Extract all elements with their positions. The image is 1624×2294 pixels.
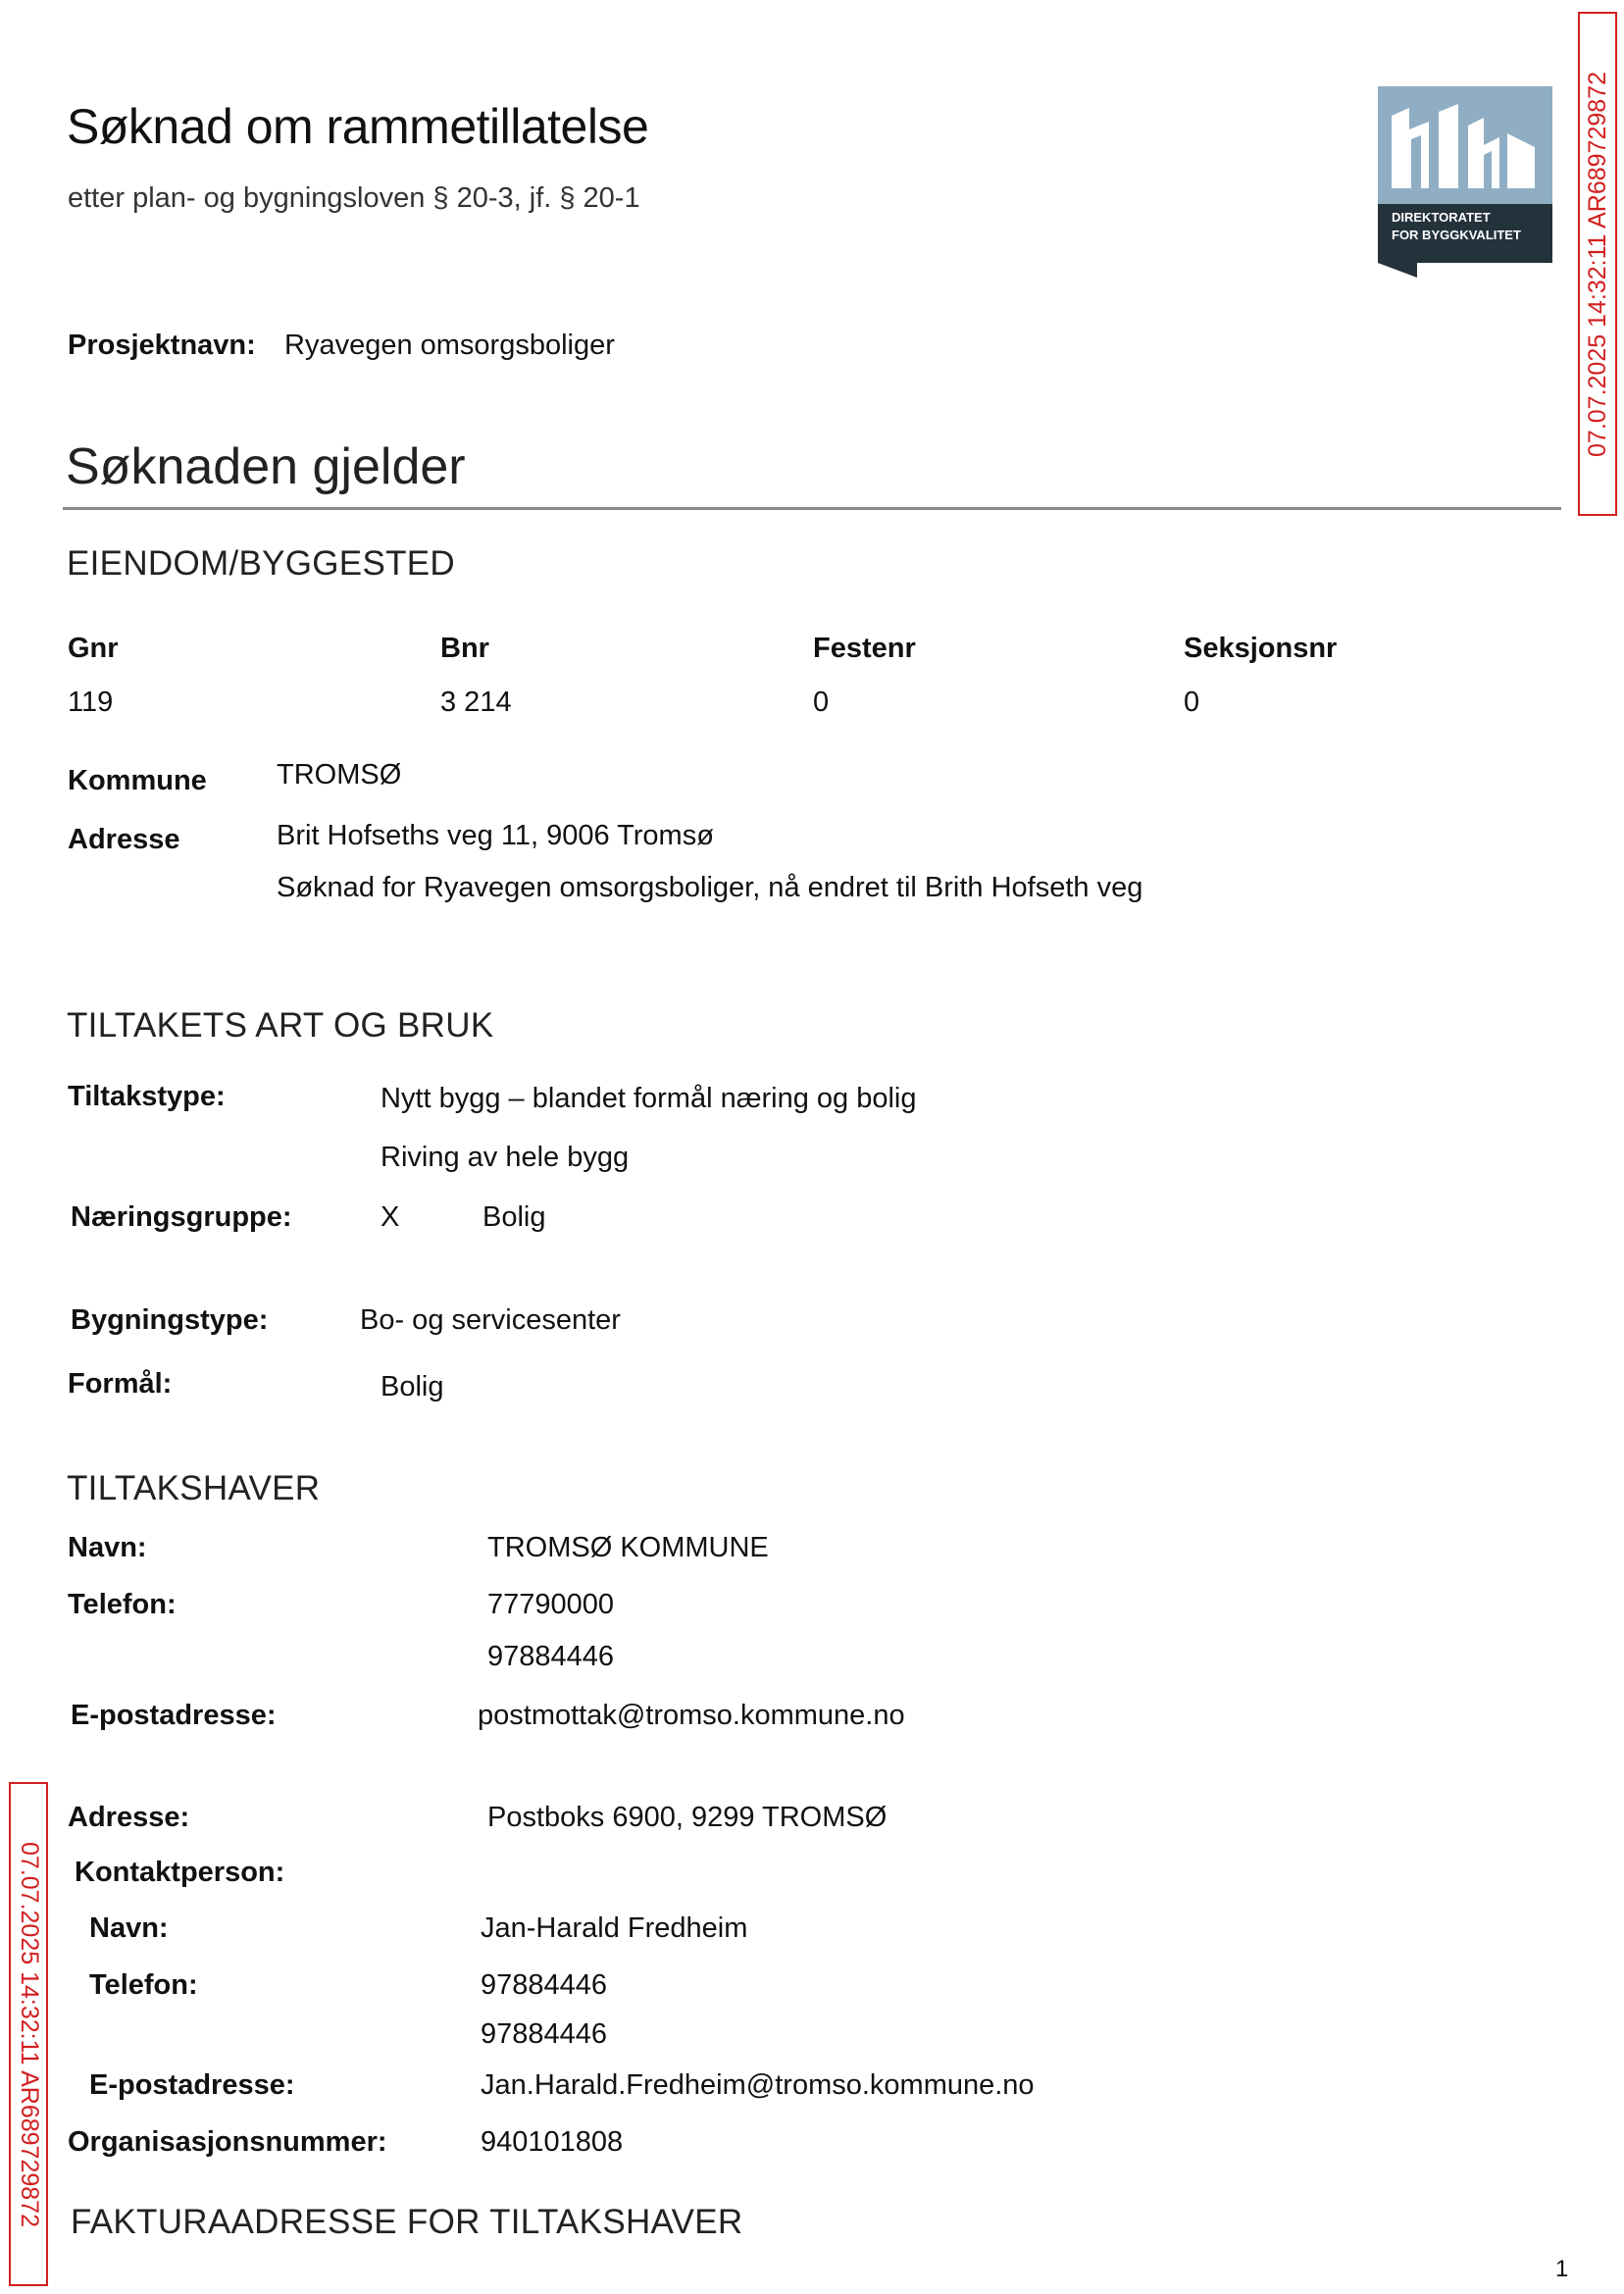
bnr-value: 3 214 [440, 687, 512, 718]
organisasjonsnummer-label: Organisasjonsnummer: [68, 2126, 387, 2158]
project-label: Prosjektnavn: [68, 330, 256, 361]
page-number: 1 [1555, 2256, 1569, 2282]
tiltakstype-value-2: Riving av hele bygg [381, 1142, 630, 1173]
tiltakstype-label: Tiltakstype: [68, 1081, 226, 1112]
stamp-text: 07.07.2025 14:32:11 AR689729872 [1583, 71, 1611, 457]
gnr-label: Gnr [68, 633, 119, 664]
tiltakshaver-heading: TILTAKSHAVER [67, 1469, 321, 1507]
kommune-value: TROMSØ [277, 759, 402, 790]
kontakt-telefon-label: Telefon: [89, 1969, 198, 2001]
formal-value: Bolig [381, 1371, 444, 1402]
bygningstype-label: Bygningstype: [71, 1304, 269, 1336]
section-title: Søknaden gjelder [66, 438, 466, 495]
timestamp-stamp-top [1578, 12, 1617, 516]
seksjonsnr-value: 0 [1184, 687, 1200, 718]
tiltakshaver-telefon-value-2: 97884446 [487, 1641, 615, 1672]
kontakt-epost-value: Jan.Harald.Fredheim@tromso.kommune.no [481, 2069, 1035, 2101]
kontakt-telefon-value-2: 97884446 [481, 2018, 608, 2050]
tiltakshaver-adresse-label: Adresse: [68, 1802, 190, 1833]
tiltakshaver-epost-value: postmottak@tromso.kommune.no [478, 1700, 905, 1731]
property-heading: EIENDOM/BYGGESTED [67, 544, 455, 583]
tiltakshaver-navn-value: TROMSØ KOMMUNE [487, 1532, 769, 1563]
faktura-heading: FAKTURAADRESSE FOR TILTAKSHAVER [71, 2203, 743, 2241]
dibk-logo [1378, 86, 1552, 278]
formal-label: Formål: [68, 1368, 173, 1400]
naeringsgruppe-value: Bolig [482, 1201, 546, 1233]
adresse-line1: Brit Hofseths veg 11, 9006 Tromsø [277, 820, 714, 851]
festenr-label: Festenr [813, 633, 916, 664]
kontakt-telefon-value-1: 97884446 [481, 1969, 608, 2001]
kontaktperson-label: Kontaktperson: [75, 1857, 285, 1888]
tiltakshaver-telefon-label: Telefon: [68, 1589, 177, 1620]
timestamp-stamp-left [9, 1782, 48, 2286]
kontakt-epost-label: E-postadresse: [89, 2069, 295, 2101]
project-value: Ryavegen omsorgsboliger [284, 330, 615, 361]
tiltakshaver-navn-label: Navn: [68, 1532, 147, 1563]
seksjonsnr-label: Seksjonsnr [1184, 633, 1338, 664]
tiltakshaver-epost-label: E-postadresse: [71, 1700, 277, 1731]
organisasjonsnummer-value: 940101808 [481, 2126, 624, 2158]
kommune-label: Kommune [68, 765, 207, 796]
kontakt-navn-label: Navn: [89, 1912, 169, 1944]
festenr-value: 0 [813, 687, 830, 718]
bygningstype-value: Bo- og servicesenter [360, 1304, 621, 1336]
document-title: Søknad om rammetillatelse [67, 99, 649, 154]
naeringsgruppe-code: X [381, 1201, 400, 1233]
tiltakshaver-adresse-value: Postboks 6900, 9299 TROMSØ [487, 1802, 888, 1833]
naeringsgruppe-label: Næringsgruppe: [71, 1201, 292, 1233]
section-divider [63, 507, 1561, 510]
logo-text-line2: FOR BYGGKVALITET [1392, 228, 1521, 242]
logo-text-line1: DIREKTORATET [1392, 210, 1491, 225]
tiltak-heading: TILTAKETS ART OG BRUK [67, 1006, 494, 1045]
gnr-value: 119 [68, 687, 114, 718]
tiltakstype-value-1: Nytt bygg – blandet formål næring og bolig [381, 1083, 917, 1114]
stamp-text: 07.07.2025 14:32:11 AR689729872 [15, 1841, 43, 2227]
kontakt-navn-value: Jan-Harald Fredheim [481, 1912, 748, 1944]
tiltakshaver-telefon-value-1: 77790000 [487, 1589, 615, 1620]
adresse-line2: Søknad for Ryavegen omsorgsboliger, nå endret til Brith Hofseth veg [277, 872, 1143, 903]
adresse-label: Adresse [68, 824, 180, 855]
bnr-label: Bnr [440, 633, 489, 664]
document-subtitle: etter plan- og bygningsloven § 20-3, jf. § 20-1 [68, 182, 640, 214]
